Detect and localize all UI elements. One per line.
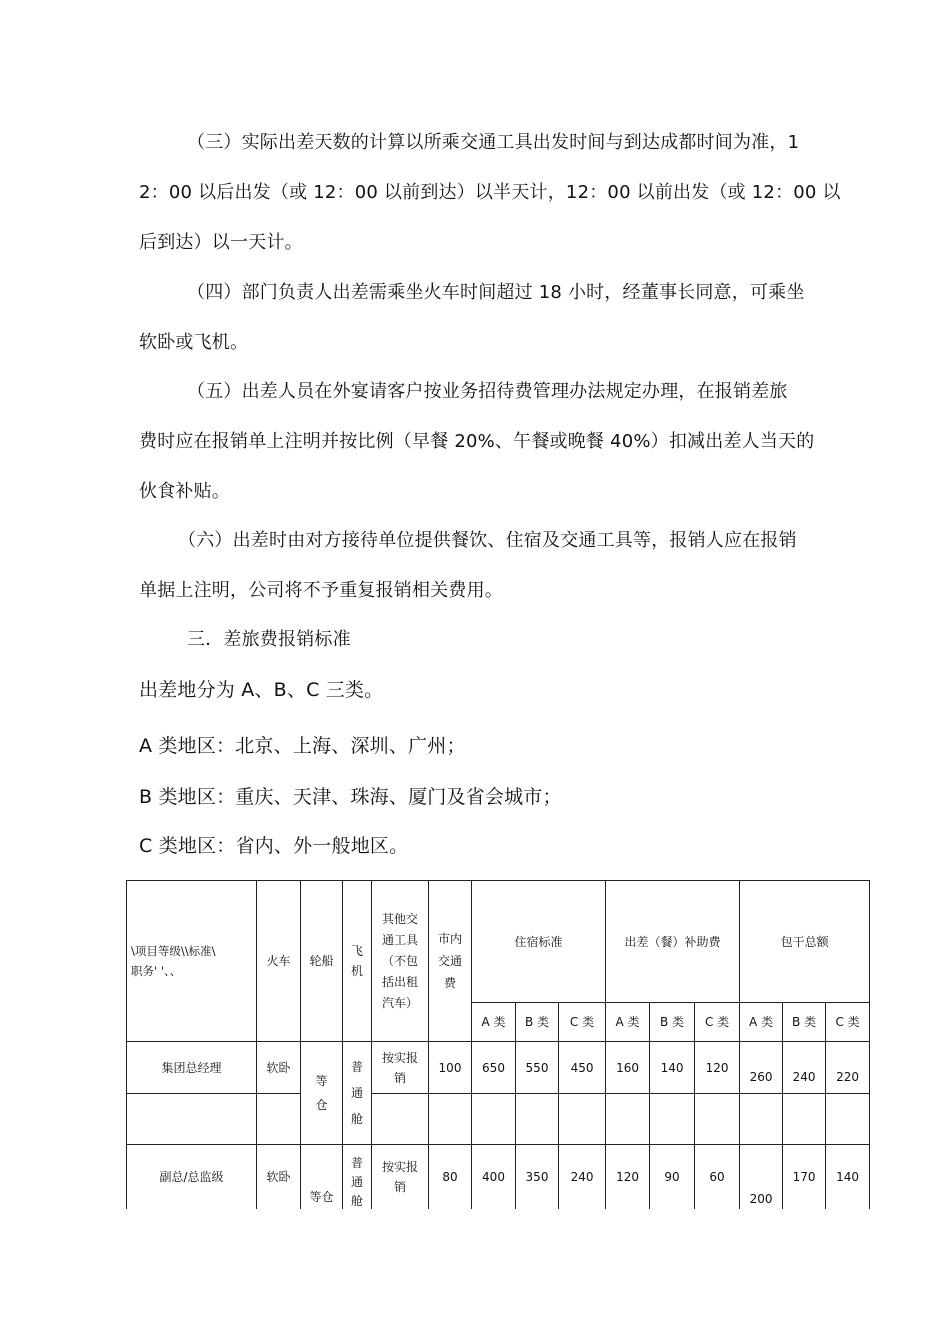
empty-cell: [783, 1094, 826, 1145]
para-5-line-3: 伙食补贴。: [139, 481, 230, 502]
row1-total-a: 260: [749, 1069, 773, 1084]
row1-plane: 普通舱: [350, 1060, 363, 1126]
empty-cell: [429, 1094, 472, 1145]
row1-total-b: 240: [792, 1069, 816, 1084]
empty-cell: [127, 1094, 257, 1145]
row2-meal-b: 90: [650, 1145, 695, 1209]
row2-total-c: 140: [826, 1145, 870, 1209]
region-b: B 类地区：重庆、天津、珠海、厦门及省会城市；: [139, 786, 562, 808]
para-6-line-2: 单据上注明，公司将不予重复报销相关费用。: [139, 580, 503, 601]
row2-meal-a: 120: [606, 1145, 650, 1209]
corner-header-cell: [127, 881, 257, 1042]
header-row: [127, 881, 870, 1003]
row2-ship: 等仓: [309, 1189, 334, 1204]
header-other-transport: 其他交通工具（不包括出租汽车）: [381, 911, 418, 1010]
corner-header-line-1: \项目等级\\标准\: [131, 944, 216, 958]
row1-train: 软卧: [257, 1042, 301, 1094]
header-city-cell: [429, 881, 472, 1042]
row1-total-c: 220: [836, 1069, 860, 1084]
row1-lodging-b: 550: [516, 1042, 559, 1094]
header-plane-cell: [343, 881, 372, 1042]
row2-total-b: 170: [783, 1145, 826, 1209]
section-title: 三．差旅费报销标准: [187, 629, 351, 650]
empty-cell: [740, 1094, 783, 1145]
header-other-cell: [372, 881, 429, 1042]
sub-lodging-c: C 类: [559, 1003, 606, 1042]
row2-lodging-a: 400: [472, 1145, 516, 1209]
para-4-line-1: （四）部门负责人出差需乘坐火车时间超过 18 小时，经董事长同意，可乘坐: [187, 282, 805, 303]
row2-total-a: 200: [749, 1191, 773, 1206]
row2-train: 软卧: [257, 1145, 301, 1209]
empty-cell: [606, 1094, 650, 1145]
row2-ship-cell: [301, 1145, 343, 1209]
row2-lodging-c: 240: [559, 1145, 606, 1209]
region-a: A 类地区：北京、上海、深圳、广州；: [139, 735, 466, 757]
row2-plane: 普通舱: [350, 1156, 363, 1209]
table-row: [127, 1145, 870, 1209]
empty-cell: [650, 1094, 695, 1145]
row1-total-b-cell: [783, 1042, 826, 1094]
row2-lodging-b: 350: [516, 1145, 559, 1209]
para-5-line-1: （五）出差人员在外宴请客户按业务招待费管理办法规定办理，在报销差旅: [187, 381, 788, 402]
header-meal-allowance: 出差（餐）补助费: [606, 881, 740, 1003]
para-5-line-2: 费时应在报销单上注明并按比例（早餐 20%、午餐或晚餐 40%）扣减出差人当天的: [139, 431, 815, 452]
row2-role: 副总/总监级: [127, 1145, 257, 1209]
header-lodging: 住宿标准: [472, 881, 606, 1003]
empty-cell: [257, 1094, 301, 1145]
row1-ship-cell: [301, 1042, 343, 1145]
empty-cell: [695, 1094, 740, 1145]
sub-total-c: C 类: [826, 1003, 870, 1042]
empty-cell: [472, 1094, 516, 1145]
row1-meal-c: 120: [695, 1042, 740, 1094]
row1-meal-b: 140: [650, 1042, 695, 1094]
sub-meal-a: A 类: [606, 1003, 650, 1042]
row2-total-a-cell: [740, 1145, 783, 1209]
row1-other: 按实报销: [381, 1050, 418, 1085]
row1-city: 100: [429, 1042, 472, 1094]
row1-total-c-cell: [826, 1042, 870, 1094]
row1-lodging-c: 450: [559, 1042, 606, 1094]
para-4-line-2: 软卧或飞机。: [139, 332, 249, 353]
row2-meal-c: 60: [695, 1145, 740, 1209]
row1-role: 集团总经理: [127, 1042, 257, 1094]
row2-other-cell: [372, 1145, 429, 1209]
row1-other-cell: [372, 1042, 429, 1094]
para-3-line-1: （三）实际出差天数的计算以所乘交通工具出发时间与到达成都时间为准，1: [187, 132, 800, 153]
sub-lodging-a: A 类: [472, 1003, 516, 1042]
para-3-line-2: 2：00 以后出发（或 12：00 以前到达）以半天计，12：00 以前出发（或 12：00 以: [139, 182, 841, 203]
row2-other: 按实报销: [381, 1159, 418, 1194]
row2-city: 80: [429, 1145, 472, 1209]
row2-plane-cell: [343, 1145, 372, 1209]
row1-lodging-a: 650: [472, 1042, 516, 1094]
row1-total-a-cell: [740, 1042, 783, 1094]
header-plane: 飞机: [350, 944, 363, 978]
sub-meal-c: C 类: [695, 1003, 740, 1042]
empty-cell: [516, 1094, 559, 1145]
sub-meal-b: B 类: [650, 1003, 695, 1042]
para-6-line-1: （六）出差时由对方接待单位提供餐饮、住宿及交通工具等，报销人应在报销: [178, 530, 797, 551]
sub-total-b: B 类: [783, 1003, 826, 1042]
table-row: [127, 1042, 870, 1094]
region-intro: 出差地分为 A、B、C 三类。: [139, 679, 384, 701]
header-city-transport: 市内交通费: [437, 932, 462, 990]
row1-ship: 等仓: [315, 1074, 328, 1112]
table-row: [127, 1094, 870, 1145]
row1-meal-a: 160: [606, 1042, 650, 1094]
header-ship: 轮船: [301, 881, 343, 1042]
row1-plane-cell: [343, 1042, 372, 1145]
region-c: C 类地区：省内、外一般地区。: [139, 835, 409, 857]
empty-cell: [826, 1094, 870, 1145]
empty-cell: [372, 1094, 429, 1145]
empty-cell: [559, 1094, 606, 1145]
header-train: 火车: [257, 881, 301, 1042]
header-total-package: 包干总额: [740, 881, 870, 1003]
travel-expense-standards-table: [126, 880, 870, 1209]
corner-header-line-2: 职务' '、、: [131, 964, 182, 978]
para-3-line-3: 后到达）以一天计。: [139, 232, 303, 253]
sub-lodging-b: B 类: [516, 1003, 559, 1042]
sub-total-a: A 类: [740, 1003, 783, 1042]
